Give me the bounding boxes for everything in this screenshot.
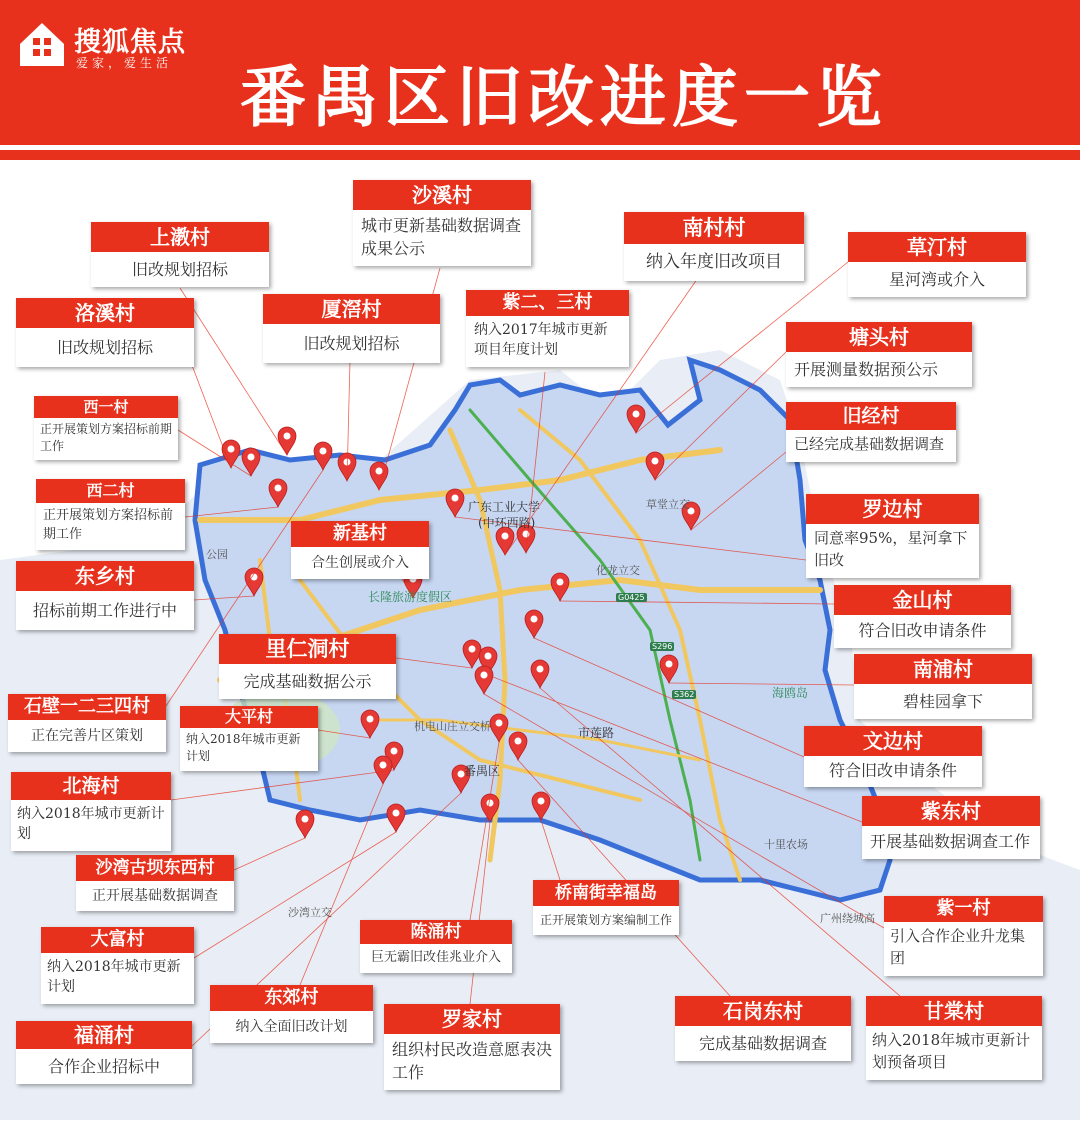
village-card — [11, 772, 171, 851]
village-name: 北海村 — [11, 772, 171, 800]
logo-slogan: 爱家，爱生活 — [76, 56, 173, 70]
village-status: 合作企业招标中 — [47, 1057, 160, 1076]
village-card — [91, 222, 269, 287]
village-card — [854, 654, 1032, 719]
village-status: 正在完善片区策划 — [31, 728, 143, 744]
village-name: 西二村 — [36, 479, 185, 503]
map-label-haiou: 海鸥岛 — [772, 686, 809, 700]
village-status: 符合旧改申请条件 — [828, 761, 957, 780]
village-card — [786, 322, 972, 387]
village-status: 开展测量数据预公示 — [794, 360, 939, 379]
village-status: 纳入2018年城市更新计划 — [17, 806, 165, 843]
village-card — [219, 634, 396, 699]
village-status: 完成基础数据调查 — [698, 1034, 827, 1053]
village-status: 巨无霸旧改佳兆业介入 — [370, 950, 501, 965]
village-status: 旧改规划招标 — [303, 334, 400, 353]
map-pin-icon[interactable] — [278, 427, 296, 455]
village-card — [34, 396, 178, 460]
village-card — [533, 880, 679, 935]
village-status: 纳入年度旧改项目 — [646, 252, 782, 272]
village-name: 罗边村 — [806, 494, 979, 524]
map-label-university-sub: (中环西路) — [478, 516, 536, 530]
village-name: 上漖村 — [91, 222, 269, 252]
village-status: 正开展策划方案招标前期工作 — [43, 508, 174, 542]
map-label-jidian: 机电山庄立交桥 — [414, 720, 491, 733]
village-card — [884, 896, 1043, 976]
village-card — [862, 796, 1040, 859]
village-card — [384, 1004, 560, 1090]
village-card — [353, 180, 531, 266]
village-name: 草汀村 — [848, 232, 1026, 262]
logo-house-icon — [16, 18, 68, 70]
village-card — [263, 294, 440, 363]
village-status: 旧改规划招标 — [56, 338, 153, 357]
village-name: 紫二、三村 — [466, 290, 629, 316]
village-name: 大平村 — [180, 706, 318, 728]
village-name: 东乡村 — [16, 561, 194, 591]
village-name: 塘头村 — [786, 322, 972, 352]
village-status: 正开展策划方案编制工作 — [539, 913, 672, 927]
village-status: 正开展基础数据调查 — [92, 888, 218, 904]
header-stripe — [0, 150, 1080, 160]
village-card — [16, 1021, 192, 1084]
village-name: 紫一村 — [884, 896, 1043, 922]
logo-name: 搜狐焦点 — [74, 27, 186, 58]
village-name: 罗家村 — [384, 1004, 560, 1034]
village-name: 里仁洞村 — [219, 634, 396, 664]
village-name: 东郊村 — [210, 985, 373, 1011]
page-title: 番禺区旧改进度一览 — [240, 58, 888, 136]
village-status: 星河湾或介入 — [888, 270, 985, 289]
village-name: 沙湾古坝东西村 — [76, 855, 234, 881]
village-card — [804, 726, 982, 787]
village-status: 同意率95%，星河拿下旧改 — [814, 529, 968, 569]
village-status: 纳入2018年城市更新计划 — [186, 732, 301, 764]
village-card — [16, 298, 194, 367]
village-name: 新基村 — [291, 521, 429, 547]
village-name: 石壁一二三四村 — [8, 694, 166, 720]
village-name: 文边村 — [804, 726, 982, 756]
village-card — [360, 920, 512, 973]
village-status: 纳入2017年城市更新项目年度计划 — [474, 322, 608, 359]
village-status: 引入合作企业升龙集团 — [890, 927, 1026, 967]
village-status: 纳入2018年城市更新计划预备项目 — [872, 1031, 1031, 1071]
village-name: 紫东村 — [862, 796, 1040, 826]
village-name: 桥南街幸福岛 — [533, 880, 679, 906]
village-card — [76, 855, 234, 911]
village-status: 开展基础数据调查工作 — [870, 832, 1031, 851]
village-status: 组织村民改造意愿表决工作 — [392, 1040, 553, 1083]
village-status: 已经完成基础数据调查 — [794, 435, 945, 453]
village-card — [8, 694, 166, 752]
village-name: 沙溪村 — [353, 180, 531, 210]
road-badge-g0425: G0425 — [618, 593, 645, 602]
village-card — [834, 585, 1011, 648]
logo — [16, 18, 216, 72]
village-status: 招标前期工作进行中 — [32, 601, 177, 620]
village-name: 大富村 — [41, 927, 194, 953]
map-label-cacao: 草堂立交 — [646, 498, 690, 511]
village-status: 旧改规划招标 — [131, 260, 228, 279]
village-name: 旧经村 — [786, 402, 956, 430]
village-name: 西一村 — [34, 396, 178, 418]
map-label-ring-road: 广州绕城高 — [820, 912, 875, 925]
village-status: 纳入全面旧改计划 — [235, 1019, 348, 1035]
map-label-shilian: 市莲路 — [578, 726, 615, 740]
village-card — [624, 212, 804, 281]
village-name: 南浦村 — [854, 654, 1032, 684]
village-card — [466, 290, 629, 367]
village-name: 厦滘村 — [263, 294, 440, 324]
village-status: 正开展策划方案招标前期工作 — [40, 422, 173, 454]
village-status: 城市更新基础数据调查成果公示 — [361, 216, 522, 259]
village-status: 完成基础数据公示 — [243, 672, 372, 691]
village-card — [210, 985, 373, 1043]
village-card — [675, 996, 851, 1061]
village-status: 符合旧改申请条件 — [858, 621, 987, 640]
map-label-shiliqu: 十里农场 — [764, 838, 808, 851]
village-card — [36, 479, 185, 550]
map-label-shawan: 沙湾立交 — [288, 906, 332, 919]
village-name: 甘棠村 — [866, 996, 1042, 1026]
village-card — [16, 561, 194, 630]
village-card — [848, 232, 1026, 297]
map-label-panyu: 番禺区 — [464, 764, 501, 778]
village-status: 合生创展或介入 — [311, 555, 409, 571]
map-label-university: 广东工业大学 — [468, 500, 541, 514]
leader-line — [190, 360, 231, 468]
village-name: 福涌村 — [16, 1021, 192, 1049]
village-card — [786, 402, 956, 462]
village-name: 洛溪村 — [16, 298, 194, 328]
village-card — [806, 494, 979, 578]
village-card — [180, 706, 318, 771]
village-name: 石岗东村 — [675, 996, 851, 1026]
village-card — [866, 996, 1042, 1080]
road-badge-s362: S362 — [674, 690, 695, 699]
village-name: 金山村 — [834, 585, 1011, 615]
village-status: 纳入2018年城市更新计划 — [47, 959, 181, 996]
village-name: 南村村 — [624, 212, 804, 244]
village-status: 碧桂园拿下 — [902, 692, 983, 711]
map-label-changlong: 长隆旅游度假区 — [368, 590, 453, 604]
village-card — [41, 927, 194, 1004]
village-name: 陈涌村 — [360, 920, 512, 944]
village-card — [291, 521, 429, 579]
map-label-hualong: 化龙立交 — [596, 564, 640, 577]
road-badge-s296: S296 — [652, 642, 673, 651]
map-label-park: 公园 — [206, 548, 228, 561]
